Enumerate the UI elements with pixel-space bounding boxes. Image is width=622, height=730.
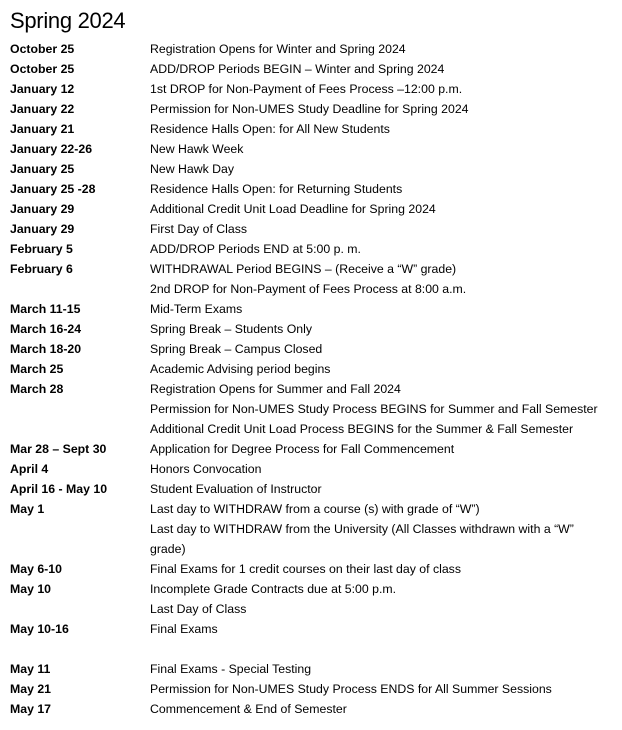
schedule-event: Application for Degree Process for Fall Commencement bbox=[150, 442, 455, 456]
schedule-row bbox=[0, 379, 622, 399]
schedule-event: Final Exams bbox=[150, 622, 218, 636]
schedule-row bbox=[0, 439, 622, 459]
schedule-row bbox=[0, 219, 622, 239]
schedule-row bbox=[0, 619, 622, 639]
schedule-row bbox=[0, 579, 622, 599]
schedule-event: Registration Opens for Winter and Spring 2024 bbox=[150, 42, 406, 56]
schedule-event: Additional Credit Unit Load Deadline for Spring 2024 bbox=[150, 202, 436, 216]
schedule-row bbox=[0, 79, 622, 99]
schedule-row bbox=[0, 239, 622, 259]
schedule-event: New Hawk Week bbox=[150, 142, 244, 156]
schedule-event: Spring Break – Students Only bbox=[150, 322, 312, 336]
schedule-event: Incomplete Grade Contracts due at 5:00 p.m. bbox=[150, 582, 397, 596]
schedule-row bbox=[0, 659, 622, 679]
schedule-date: May 21 bbox=[10, 682, 52, 696]
schedule-row bbox=[0, 99, 622, 119]
schedule-date: May 10 bbox=[10, 582, 52, 596]
schedule-event: Permission for Non-UMES Study Deadline for Spring 2024 bbox=[150, 102, 469, 116]
schedule-row bbox=[0, 279, 622, 299]
schedule-event: Final Exams for 1 credit courses on their last day of class bbox=[150, 562, 461, 576]
schedule-event: ADD/DROP Periods END at 5:00 p. m. bbox=[150, 242, 361, 256]
schedule-event: First Day of Class bbox=[150, 222, 248, 236]
schedule-row bbox=[0, 559, 622, 579]
page-title: Spring 2024 bbox=[10, 8, 126, 33]
schedule-event: Academic Advising period begins bbox=[150, 362, 331, 376]
schedule-date: March 18-20 bbox=[10, 342, 82, 356]
schedule-event: Final Exams - Special Testing bbox=[150, 662, 312, 676]
schedule-row bbox=[0, 479, 622, 499]
schedule-row bbox=[0, 699, 622, 719]
schedule-date: January 29 bbox=[10, 222, 75, 236]
schedule-event: Mid-Term Exams bbox=[150, 302, 243, 316]
schedule-event: Permission for Non-UMES Study Process BEGINS for Summer and Fall Semester bbox=[150, 402, 598, 416]
schedule-event: Student Evaluation of Instructor bbox=[150, 482, 322, 496]
schedule-row bbox=[0, 399, 622, 419]
schedule-row bbox=[0, 679, 622, 699]
schedule-event: Residence Halls Open: for Returning Students bbox=[150, 182, 403, 196]
schedule-date: February 6 bbox=[10, 262, 73, 276]
schedule-row bbox=[0, 179, 622, 199]
schedule-event: Honors Convocation bbox=[150, 462, 262, 476]
schedule-date: April 4 bbox=[10, 462, 49, 476]
schedule-date: January 22-26 bbox=[10, 142, 93, 156]
schedule-event: Permission for Non-UMES Study Process ENDS for All Summer Sessions bbox=[150, 682, 552, 696]
schedule-event: Additional Credit Unit Load Process BEGINS for the Summer & Fall Semester bbox=[150, 422, 574, 436]
schedule-event: New Hawk Day bbox=[150, 162, 235, 176]
schedule-event: ADD/DROP Periods BEGIN – Winter and Spring 2024 bbox=[150, 62, 445, 76]
schedule-row bbox=[0, 339, 622, 359]
schedule-row bbox=[0, 519, 622, 559]
schedule-row bbox=[0, 259, 622, 279]
schedule-row bbox=[0, 499, 622, 519]
schedule-event: Last Day of Class bbox=[150, 602, 247, 616]
schedule-date: May 10-16 bbox=[10, 622, 69, 636]
schedule-row bbox=[0, 119, 622, 139]
schedule-row bbox=[0, 139, 622, 159]
schedule-row bbox=[0, 159, 622, 179]
schedule-event: 2nd DROP for Non-Payment of Fees Process at 8:00 a.m. bbox=[150, 282, 467, 296]
schedule-date: May 11 bbox=[10, 662, 51, 676]
schedule-date: March 28 bbox=[10, 382, 64, 396]
schedule-row bbox=[0, 39, 622, 59]
schedule-row bbox=[0, 199, 622, 219]
schedule-date: January 12 bbox=[10, 82, 75, 96]
schedule-date: March 11-15 bbox=[10, 302, 81, 316]
schedule-date: February 5 bbox=[10, 242, 73, 256]
schedule-row bbox=[0, 419, 622, 439]
schedule-row bbox=[0, 59, 622, 79]
schedule-row bbox=[0, 299, 622, 319]
schedule-event: 1st DROP for Non-Payment of Fees Process –12:00 p.m. bbox=[150, 82, 463, 96]
schedule-date: April 16 - May 10 bbox=[10, 482, 108, 496]
schedule-row bbox=[0, 599, 622, 619]
schedule-date: January 21 bbox=[10, 122, 75, 136]
schedule-date: January 25 bbox=[10, 162, 75, 176]
schedule-date: March 16-24 bbox=[10, 322, 82, 336]
schedule-event: WITHDRAWAL Period BEGINS – (Receive a “W” grade) bbox=[150, 262, 457, 276]
schedule-date: October 25 bbox=[10, 62, 75, 76]
schedule-event: Commencement & End of Semester bbox=[150, 702, 347, 716]
schedule-row bbox=[0, 459, 622, 479]
schedule-event: Registration Opens for Summer and Fall 2024 bbox=[150, 382, 401, 396]
schedule-event: Last day to WITHDRAW from the University (All Classes withdrawn with a “W” grade) bbox=[150, 522, 574, 556]
schedule-date: Mar 28 – Sept 30 bbox=[10, 442, 107, 456]
schedule-row bbox=[0, 319, 622, 339]
schedule-date: May 1 bbox=[10, 502, 45, 516]
schedule-date: March 25 bbox=[10, 362, 64, 376]
schedule-event: Last day to WITHDRAW from a course (s) with grade of “W”) bbox=[150, 502, 480, 516]
schedule-date: January 22 bbox=[10, 102, 75, 116]
schedule-date: January 25 -28 bbox=[10, 182, 96, 196]
schedule-date: May 17 bbox=[10, 702, 52, 716]
schedule-date: October 25 bbox=[10, 42, 75, 56]
schedule-date: January 29 bbox=[10, 202, 75, 216]
schedule-event: Spring Break – Campus Closed bbox=[150, 342, 323, 356]
schedule-event: Residence Halls Open: for All New Students bbox=[150, 122, 390, 136]
schedule-row bbox=[0, 639, 622, 659]
schedule-list bbox=[0, 39, 622, 719]
schedule-date: May 6-10 bbox=[10, 562, 62, 576]
schedule-row bbox=[0, 359, 622, 379]
